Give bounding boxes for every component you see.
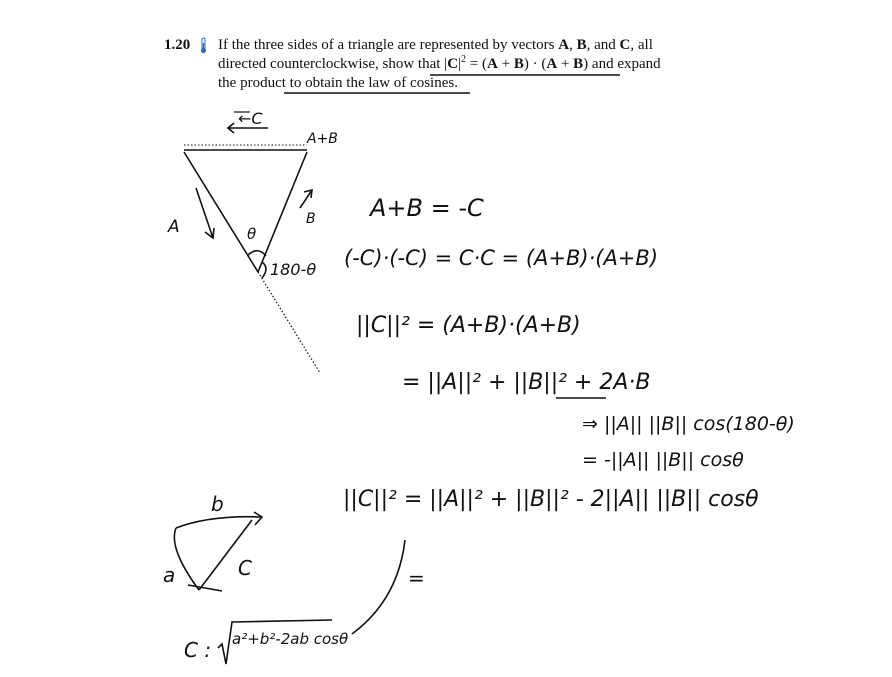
label-c-small: C <box>238 556 252 580</box>
equation-5: ⇒ ||A|| ||B|| cos(180-θ) <box>582 413 795 435</box>
equation-2: (-C)·(-C) = C·C = (A+B)·(A+B) <box>344 246 659 270</box>
law-radicand: a²+b²-2ab cosθ <box>232 630 349 648</box>
equation-3: ||C||² = (A+B)·(A+B) <box>356 313 581 338</box>
equation-1: A+B = -C <box>370 194 484 222</box>
label-c-top: ←C <box>238 109 263 128</box>
problem-line-2: directed counterclockwise, show that $|C|^2 = (A + B) \cdot (A + B)$ and expand <box>218 54 661 72</box>
label-180-theta: 180-θ <box>270 260 317 279</box>
problem-line-3: the product to obtain the law of cosines. <box>218 75 458 91</box>
label-theta: θ <box>247 225 257 243</box>
label-a: A <box>168 217 180 237</box>
problem-line-1: If the three sides of a triangle are represented by vectors A, B, and C, all <box>218 37 653 53</box>
equation-6: = -||A|| ||B|| cosθ <box>582 449 744 471</box>
equation-7: ||C||² = ||A||² + ||B||² - 2||A|| ||B|| cosθ <box>343 487 759 512</box>
problem-number: 1.20 <box>164 37 191 53</box>
label-b-small: b <box>211 492 224 516</box>
law-prefix: C : <box>184 638 212 662</box>
connector-curve <box>352 540 405 634</box>
label-a-small: a <box>163 563 176 587</box>
equation-4: = ||A||² + ||B||² + 2A·B <box>402 370 651 395</box>
label-b: B <box>306 211 316 227</box>
equals-sign: = <box>408 566 425 590</box>
label-a-plus-b-top: A+B <box>307 131 338 147</box>
